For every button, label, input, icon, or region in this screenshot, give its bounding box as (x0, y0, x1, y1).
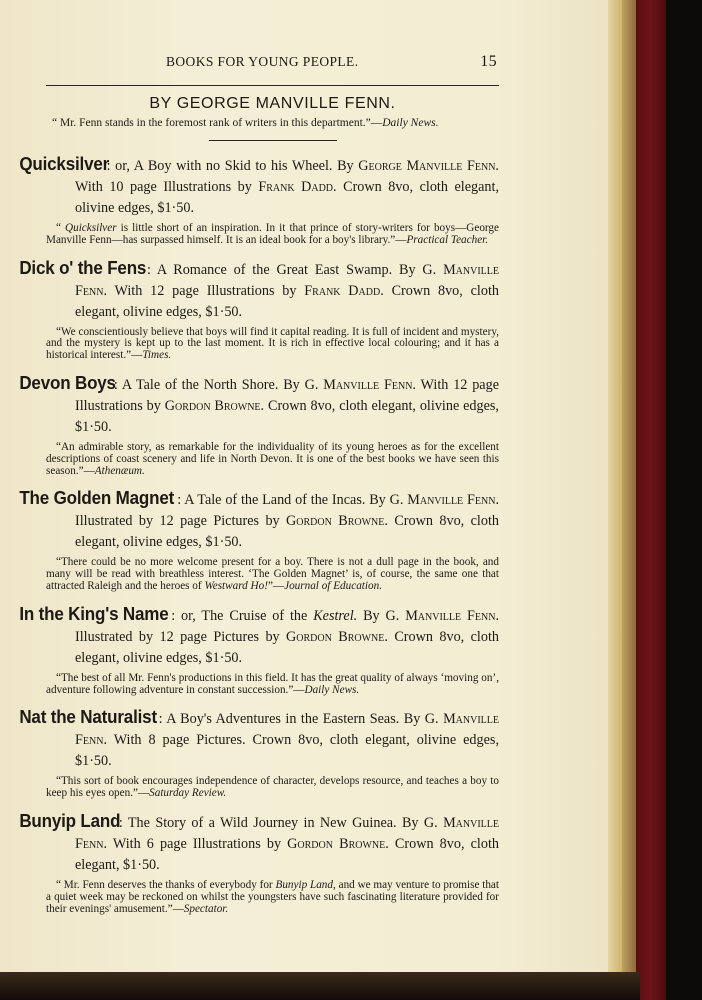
book-description (19, 602, 499, 669)
small-caps-text: Gordon Browne. (164, 397, 265, 414)
book-entry (19, 371, 499, 477)
text-segment: “ Mr. Fenn deserves the thanks of everybody for (56, 878, 276, 891)
book-title: Nat the Naturalist (19, 706, 157, 728)
book-entry (19, 153, 499, 247)
book-list (19, 153, 500, 915)
text-segment: : A Tale of the Land of the Incas. By G. (177, 492, 408, 509)
text-segment: Crown 8vo, cloth elegant, olivine edges, $1·50. (75, 628, 499, 666)
text-segment: “We conscientiously believe that boys will find it capital reading. It is full of incident and mystery, and the mystery is kept up to the last moment. It is rich in effective local colouring; and it has a historical interest.”— (46, 325, 499, 362)
text-segment: Crown 8vo, cloth elegant, olivine edges, $1·50. (75, 282, 499, 320)
book-description (19, 706, 499, 772)
text-segment: Illustrated by 12 page Pictures by (75, 513, 287, 530)
book-title: In the King's Name (19, 602, 169, 624)
text-segment: With 10 page Illustrations by (75, 179, 259, 195)
small-caps-text: Frank Dadd. (304, 282, 384, 299)
text-segment: : or, A Boy with no Skid to his Wheel. By (106, 158, 359, 174)
text-segment: Crown 8vo, cloth elegant, olivine edges, $1·50. (75, 397, 499, 435)
text-segment: , and we may venture to promise that a quiet week may be reckoned on whilst the youngsters have such fascinating literature provided for their evenings' amusement.”— (46, 878, 500, 915)
text-segment: “There could be no more welcome present for a boy. There is not a dull page in the book, and many will be read with breathless interest. ‘The Golden Magnet’ is, of course, the same one that attracted Raleigh and the heroes of (46, 556, 499, 592)
book-review (46, 223, 499, 247)
text-segment: With 12 page Illustrations by (107, 282, 305, 299)
small-caps-text: Manville Fenn. (407, 492, 499, 509)
small-caps-text: Manville Fenn. (405, 607, 499, 624)
book-title: Dick o' the Fens (19, 256, 147, 278)
small-caps-text: Manville Fenn. (75, 261, 499, 299)
small-caps-text: Manville Fenn. (323, 376, 416, 393)
book-review (46, 776, 499, 800)
page-edges-dark (622, 0, 636, 985)
italic-text: Kestrel. (313, 607, 358, 624)
author-heading: BY GEORGE MANVILLE FENN. (149, 95, 396, 112)
book-description (19, 256, 499, 323)
page-number: 15 (480, 53, 497, 70)
book-review (46, 880, 499, 915)
book-entry (19, 256, 499, 362)
epigraph (46, 118, 499, 129)
text-segment: By G. (357, 607, 406, 624)
book-review (46, 557, 499, 592)
book-title: Quicksilver (19, 153, 110, 174)
text-segment: “The best of all Mr. Fenn's productions in this field. It has the great quality of always ‘moving on’, adventure following adventure in constant succession.”— (46, 671, 499, 696)
italic-text: Spectator. (183, 902, 229, 915)
bottom-shadow (0, 972, 640, 1000)
small-caps-text: Gordon Browne. (286, 513, 388, 530)
book-title: The Golden Magnet (19, 487, 175, 509)
small-caps-text: Frank Dadd. (258, 179, 337, 195)
text-segment: Crown 8vo, cloth elegant, $1·50. (75, 835, 499, 873)
text-segment: : A Boy's Adventures in the Eastern Seas. By G. (158, 711, 444, 728)
book-description (19, 809, 499, 876)
text-segment: : A Romance of the Great East Swamp. By G. (146, 261, 444, 278)
book-entry (19, 809, 500, 915)
running-head (46, 50, 499, 76)
header-rule (46, 85, 499, 86)
running-head-title: BOOKS FOR YOUNG PEOPLE. (166, 54, 359, 69)
italic-text: Practical Teacher. (406, 233, 489, 246)
book-description (19, 371, 499, 438)
book-entry (19, 487, 499, 592)
book-entry (19, 706, 499, 800)
book-description (19, 487, 499, 553)
book-entry (19, 602, 499, 697)
text-segment: is little short of an inspiration. In it that prince of story-writers for boys—George Manville Fenn—has surpassed himself. It is an ideal book for a boy's library.”— (46, 222, 499, 246)
book-description (19, 153, 499, 219)
small-caps-text: Gordon Browne. (287, 835, 389, 852)
page-edges (608, 0, 622, 975)
section-rule (209, 140, 337, 141)
text-segment: ”— (267, 579, 285, 592)
text-segment: “This sort of book encourages independence of character, develops resource, and teaches a boy to keep his eyes open.”— (46, 775, 499, 800)
text-segment: “ (56, 222, 66, 234)
small-caps-text: Manville Fenn. (75, 711, 499, 749)
small-caps-text: Manville Fenn. (75, 814, 499, 852)
text-segment: With 6 page Illustrations by (107, 835, 288, 852)
italic-text: Saturday Review. (149, 787, 227, 800)
italic-text: Bunyip Land (275, 878, 333, 891)
book-binding (636, 0, 666, 1000)
text-segment: : or, The Cruise of the (171, 607, 314, 624)
italic-text: Daily News. (304, 683, 360, 696)
book-title: Devon Boys (19, 371, 116, 393)
page-content (19, 50, 500, 925)
text-segment: : The Story of a Wild Journey in New Guinea. By G. (118, 814, 444, 831)
italic-text: Athenæum. (94, 464, 145, 477)
italic-text: Quicksilver (65, 222, 117, 234)
italic-text: Journal of Education. (284, 579, 382, 592)
text-segment: Crown 8vo, cloth elegant, olivine edges, $1·50. (75, 179, 499, 216)
small-caps-text: Gordon Browne. (286, 628, 388, 645)
book-title: Bunyip Land (19, 809, 121, 831)
text-segment: With 12 page Illustrations by (75, 376, 499, 414)
text-segment: : A Tale of the North Shore. By G. (113, 376, 324, 393)
epigraph-quote: “ Mr. Fenn stands in the foremost rank of writers in this department.”— (52, 117, 383, 129)
italic-text: Westward Ho! (204, 579, 268, 592)
text-segment: “An admirable story, as remarkable for the individuality of its young heroes as for the excellent descriptions of coast scenery and life in North Devon. It is one of the best books we have seen this season.”— (46, 440, 499, 477)
small-caps-text: George Manville Fenn. (358, 158, 499, 174)
text-segment: Crown 8vo, cloth elegant, olivine edges, $1·50. (75, 513, 499, 551)
book-review (46, 673, 499, 697)
text-segment: With 8 page Pictures. Crown 8vo, cloth elegant, olivine edges, $1·50. (75, 732, 499, 770)
book-review (46, 442, 499, 477)
epigraph-source: Daily News. (382, 117, 439, 129)
italic-text: Times. (142, 349, 172, 362)
text-segment: Illustrated by 12 page Pictures by (75, 628, 287, 645)
book-review (46, 327, 499, 362)
